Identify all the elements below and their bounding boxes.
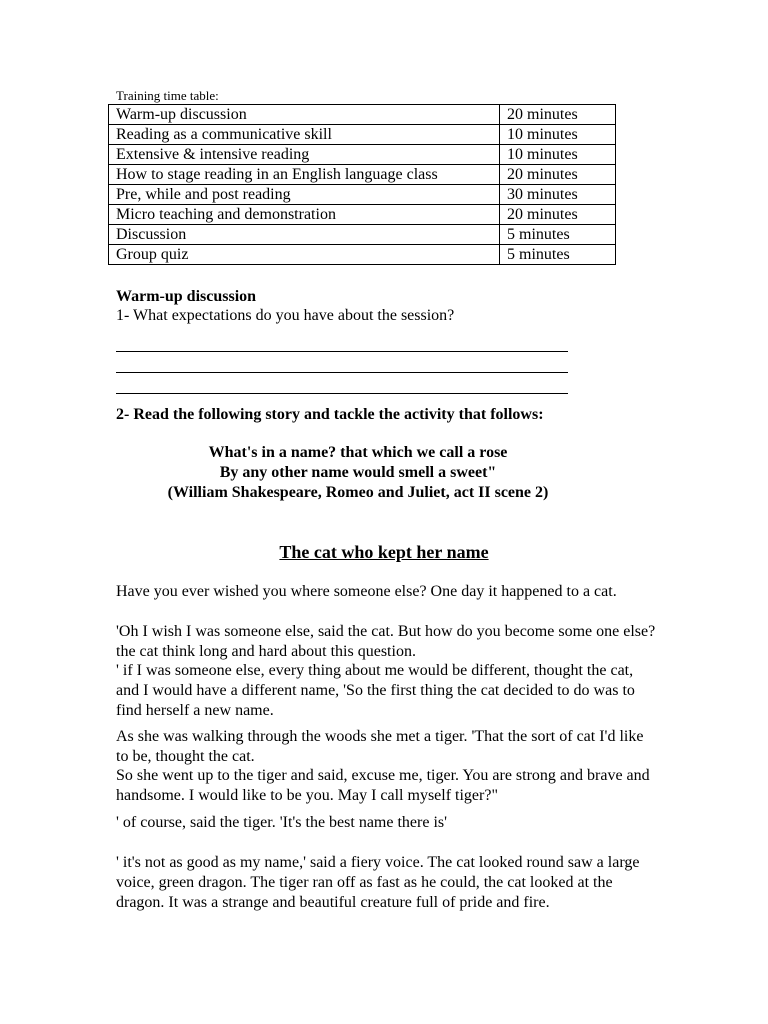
story-paragraph-6: ' of course, said the tiger. 'It's the best name there is' [116, 814, 447, 831]
duration-cell: 20 minutes [500, 105, 616, 125]
table-row [109, 185, 616, 205]
table-row [109, 105, 616, 125]
answer-line [116, 373, 568, 394]
activity-cell: Group quiz [109, 245, 500, 265]
activity-cell: Micro teaching and demonstration [109, 205, 500, 225]
table-row [109, 205, 616, 225]
table-row [109, 225, 616, 245]
quote-citation: (William Shakespeare, Romeo and Juliet, act II scene 2) [167, 484, 549, 501]
activity-cell: How to stage reading in an English language class [109, 165, 500, 185]
table-row [109, 165, 616, 185]
duration-cell: 10 minutes [500, 125, 616, 145]
story-paragraph-5: So she went up to the tiger and said, excuse me, tiger. You are strong and brave and handsome. I would like to be you. May I call myself tiger?" [116, 767, 650, 804]
task-2-instruction: 2- Read the following story and tackle the activity that follows: [116, 406, 544, 423]
duration-cell: 5 minutes [500, 225, 616, 245]
answer-lines [116, 331, 568, 394]
story-paragraph-4: As she was walking through the woods she met a tiger. 'That the sort of cat I'd like to be, thought the cat. [116, 728, 644, 765]
answer-line [116, 331, 568, 352]
quote-line-1: What's in a name? that which we call a rose [208, 444, 508, 461]
warmup-heading: Warm-up discussion [116, 288, 257, 305]
story-title: The cat who kept her name [279, 542, 489, 562]
timetable-label: Training time table: [116, 88, 219, 103]
activity-cell: Warm-up discussion [109, 105, 500, 125]
activity-cell: Discussion [109, 225, 500, 245]
table-row [109, 245, 616, 265]
duration-cell: 20 minutes [500, 205, 616, 225]
story-paragraph-3: ' if I was someone else, every thing about me would be different, thought the cat, and I would have a different name, 'So the first thing the cat decided to do was to find herself a new name. [116, 662, 635, 719]
story-paragraph-1: Have you ever wished you where someone else? One day it happened to a cat. [116, 583, 617, 600]
table-row [109, 145, 616, 165]
quote-line-2: By any other name would smell a sweet" [219, 464, 497, 481]
activity-cell: Reading as a communicative skill [109, 125, 500, 145]
answer-line [116, 352, 568, 373]
duration-cell: 5 minutes [500, 245, 616, 265]
shakespeare-quote [116, 443, 600, 503]
duration-cell: 30 minutes [500, 185, 616, 205]
activity-cell: Extensive & intensive reading [109, 145, 500, 165]
timetable [108, 104, 616, 265]
table-row [109, 125, 616, 145]
story-title-block [116, 542, 652, 563]
duration-cell: 10 minutes [500, 145, 616, 165]
question-1: 1- What expectations do you have about the session? [116, 307, 455, 324]
duration-cell: 20 minutes [500, 165, 616, 185]
story-paragraph-7: ' it's not as good as my name,' said a fiery voice. The cat looked round saw a large voice, green dragon. The tiger ran off as fast as he could, the cat looked at the dragon. It was a strange and beautiful creature full of pride and fire. [116, 854, 640, 911]
activity-cell: Pre, while and post reading [109, 185, 500, 205]
story-paragraph-2: 'Oh I wish I was someone else, said the cat. But how do you become some one else? the cat think long and hard about this question. [116, 623, 656, 660]
